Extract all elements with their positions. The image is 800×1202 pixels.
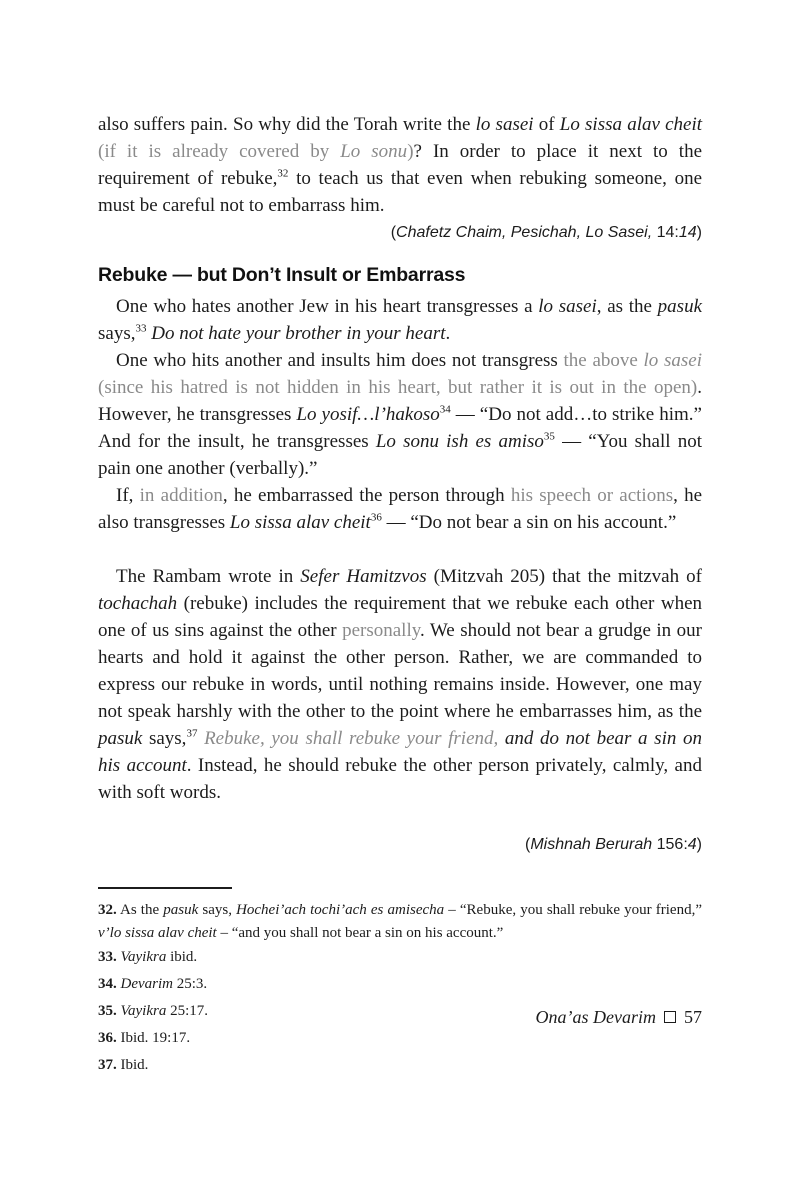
footnote-ref-37: 37 [186,727,198,740]
section-heading: Rebuke — but Don’t Insult or Embarrass [98,264,466,286]
footnote-33: 33. Vayikra ibid. [98,949,198,965]
page-number: 57 [684,1007,702,1027]
footnote-ref-33: 33 [135,322,147,335]
paragraph-4: If, in addition, he embarrassed the person through his speech or actions, he also transgresses Lo sissa alav cheit$^{36}$ — “Do not bear a sin on his account.” [98,485,703,533]
paragraph-2: One who hates another Jew in his heart transgresses a lo sasei, as the pasuk says,$^{33}$ Do not hate your brother in your heart. [98,296,702,344]
footnote-divider [98,887,232,889]
footnote-ref-34: 34 [439,403,451,416]
paragraph-1: also suffers pain. So why did the Torah write the lo sasei of Lo sissa alav cheit (if it is already covered by Lo sonu)? In order to place it next to the requirement of rebuke,$^{32}$ to teach us that even when rebuking someone, one must be careful not to embarrass him. [98,114,703,216]
paragraph-3: One who hits another and insults him does not transgress the above lo sasei (since his hatred is not hidden in his heart, but rather it is out in the open). However, he transgresses Lo yosif…l’hakoso$^{34}$ — “Do not add…to strike him.” And for the insult, he transgresses Lo sonu ish es amiso$^{35}$ — “You shall not pain one another (verbally).” [98,350,702,479]
footnote-ref-35: 35 [543,430,555,443]
gray-insert: the above lo sasei (since his hatred is not hidden in his heart, but rather it is out in the open) [98,350,702,398]
footnote-35: 35. Vayikra 25:17. [98,1003,208,1019]
gray-insert: (if it is already covered by Lo sonu) [98,141,414,162]
footnote-37: 37. Ibid. [98,1057,149,1073]
square-bullet-icon [664,1011,676,1023]
running-title: Ona’as Devarim [535,1007,656,1027]
source-citation-1: (Chafetz Chaim, Pesichah, Lo Sasei, 14:14) [390,224,702,241]
source-citation-2: (Mishnah Berurah 156:4) [525,836,702,853]
footnote-34: 34. Devarim 25:3. [98,976,208,992]
footnote-32: 32. As the pasuk says, Hochei’ach tochi’ach es amisecha – “Rebuke, you shall rebuke your friend,” v’lo sissa alav cheit – “and you shall not bear a sin on his account.” [98,902,703,941]
footnote-ref-36: 36 [370,511,382,524]
running-footer [536,1005,702,1029]
paragraph-5: The Rambam wrote in Sefer Hamitzvos (Mitzvah 205) that the mitzvah of tochachah (rebuke) includes the requirement that we rebuke each other when one of us sins against the other personally. We should not bear a grudge in our hearts and hold it against the other person. Rather, we are commanded to express our rebuke in words, until nothing remains inside. However, one may not speak harshly with the other to the point where he embarrasses him, as the pasuk says,$^{37}$ Rebuke, you shall rebuke your friend, and do not bear a sin on his account. Instead, he should rebuke the other person privately, calmly, and with soft words. [98,566,702,803]
footnote-36: 36. Ibid. 19:17. [98,1030,191,1046]
footnote-ref-32: 32 [277,167,289,180]
